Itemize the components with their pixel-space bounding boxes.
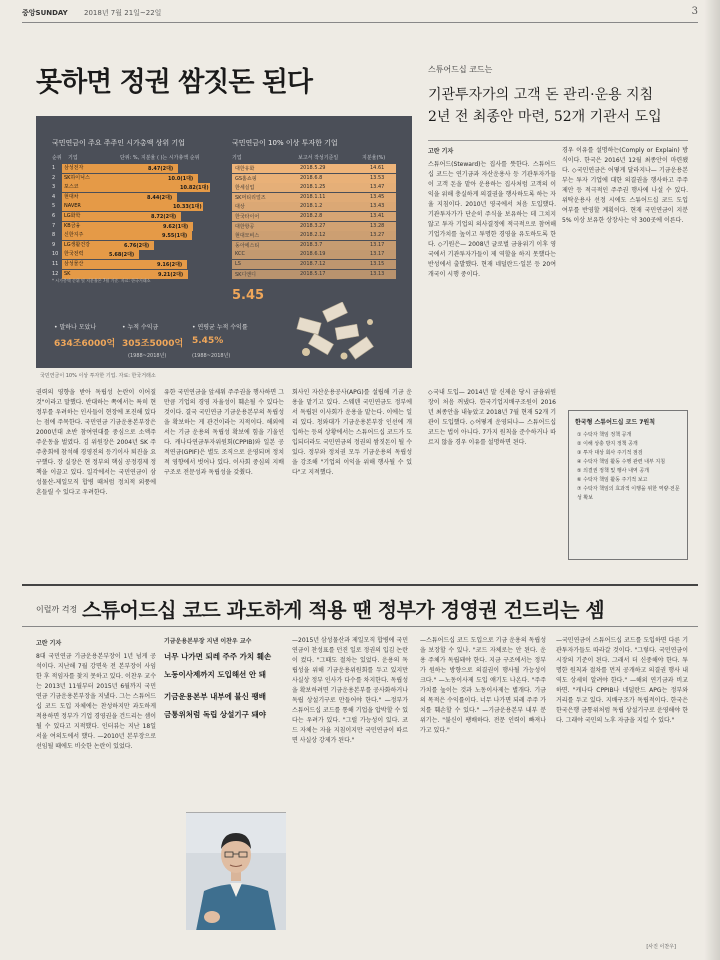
right-table-title: 국민연금이 10% 이상 투자한 기업 [232,139,338,147]
date-cell: 2018.3.7 [300,241,323,248]
deck-line: 2년 전 최종안 마련, 52개 기관서 도입 [428,109,662,125]
interview-point: 노동이사제까지 도입해선 안 돼 [164,670,267,679]
top-body-col-right-c: ◇국내 도입— 2014년 말 신제윤 당시 금융위원장이 처음 꺼냈다. 한국기업지배구조원이 2016년 최종안을 내놓았고 2018년 7월 현재 52개 기관이 도입했다. ◇어떻게 운영되나— 스튜어드십 코드는 법이 아니다. 7가지 원칙을 준수하거나 따르지 않을 경우 이유를 설명하면 된다. [428,389,556,446]
date-cell: 2018.5.17 [300,270,326,277]
share-cell: 13.45 [370,193,385,200]
company-cell: 한세실업 [235,185,255,192]
bar-value-label: 10.82(1대) [180,185,209,192]
table-row [232,174,396,183]
bar-value-label: 6.76(2대) [124,242,150,249]
bottom-body-col4: —국민연금이 스튜어드십 코드를 도입하면 다른 기관투자가들도 따라갈 것이다. "그렇다. 국민연금이 시장의 기준이 된다. 그래서 더 신중해야 한다. 투명한 원칙과 절차를 먼저 공개하고 의결권 행사 내역도 상세히 알려야 한다." —해외 연기금과 비교하면. "캐나다 CPPIB나 네덜란드 APG는 정부와 거리를 두고 있다. 지배구조가 독립적이다. 한국은 한국은행 금통위처럼 독립 상설기구로 운영해야 한다. 그래야 국민의 노후 자금을 지킬 수 있다." [556,637,688,724]
date-cell: 2018.2.12 [300,232,326,239]
principle-item: ⑦ 수탁자 책임의 효과적 이행을 위한 역량·전문성 확보 [577,486,680,501]
top-body-col-mid: 유한 국민연금을 앞세워 주주권을 행사하면 그만큼 기업의 경영 자율성이 훼손될 수 있다는 것이다. 결국 국민연금 기금운용본부의 독립성을 확보하는 게 관건이라는 지적이다. 해외에서는 기금 운용의 독립성 확보에 힘을 기울인다. 캐나다연금투자위원회(CPPIB)와 일본 공적연금(GPIF)은 별도 조직으로 운영되며 정치적 영향에서 벗어나 있다. 이사회 중심의 지배구조로 전문성과 독립성을 갖췄다. [164,389,284,476]
bar-row [52,241,224,250]
bar-rank: 8 [52,232,56,239]
bar-rank: 5 [52,203,56,210]
date-cell: 2018.6.19 [300,251,326,258]
bar-row [52,202,224,211]
bottom-body-col3: —스튜어드십 코드 도입으로 기금 운용의 독립성을 보장할 수 있나. "코드 자체로는 안 된다. 운용 주체가 독립돼야 한다. 지금 구조에서는 정부가 원하는 방향으로 의결권이 행사될 가능성이 크다." —노동이사제 도입 얘기도 나온다. "주주 가치를 높이는 것과 노동이사제는 별개다. 기금의 목적은 수익률이다. 너무 나가면 되레 주주 가치를 훼손할 수 있다." —기금운용본부 내부 분위기는. "불신이 팽배하다. 전문 인력이 빠져나가고 있다." [420,637,546,734]
share-cell: 13.17 [370,241,385,248]
right-header-date: 보고서 작성기준일 [298,155,339,161]
share-cell: 13.17 [370,251,385,258]
right-header-share: 지분율(%) [362,155,386,161]
stat-sub: (1988~2018년) [128,353,167,359]
bottom-body-col2: —2015년 삼성물산과 제일모직 합병에 국민연금이 찬성표를 던진 일로 정권의 입김 논란이 컸다. "그때도 절차는 있었다. 운용의 독립성을 위해 기금운용위원회를 두고 있지만 사실상 정부 인사가 다수를 차지한다. 독립성을 확보하려면 기금운용본부를 공사화하거나 독립 상설기구로 만들어야 한다." —정부가 스튜어드십 코드를 통해 기업을 압박할 수 있다는 우려가 있다. "그럴 가능성이 있다. 코드 자체는 자율 지침이지만 국민연금이 따르면 사실상 강제가 된다." [292,637,408,744]
bar: 포스코 [62,183,210,192]
share-cell: 13.28 [370,222,385,229]
interview-point: 기금운용본부 내부에 불신 팽배 [164,692,267,701]
section-rule [22,584,698,586]
bar: 현대차 [62,193,177,202]
stat-value: 5.45% [192,336,224,346]
page-shadow [704,0,720,960]
company-cell: SK디앤디 [235,271,256,278]
bar-value-label: 9.16(2대) [157,262,183,268]
bar-rank: 4 [52,193,56,200]
share-cell: 14.61 [370,165,385,171]
bar-row [52,260,224,269]
bar: SK하이닉스 [62,174,198,183]
company-cell: SK머티리얼즈 [235,194,266,201]
bar: 신한지주 [62,231,192,240]
stat-label: • 연평균 누적 수익률 [192,324,248,331]
bar-rank: 7 [52,222,56,229]
person-illustration [186,813,286,930]
bar-rank: 10 [52,251,59,258]
left-note: * 시가총액 순위 및 지분율은 7월 기준. 자료: 한국거래소 [52,278,151,283]
publication-name: 중앙SUNDAY [22,9,68,17]
bar-rank: 6 [52,213,56,219]
company-cell: GS홈쇼핑 [235,175,257,182]
company-cell: 대상 [235,204,245,211]
top-byline: 고란 기자 [428,148,454,155]
share-cell: 13.53 [370,174,385,181]
bar-row [52,222,224,231]
interview-point: 너무 나가면 되레 주주 가치 훼손 [164,652,272,661]
stat-value: 305조5000억 [122,339,184,349]
bottom-body-col1: 8대 국민연금 기금운용본부장이 1년 넘게 공석이다. 지난해 7월 강면욱 전 본부장이 사임한 후 적임자를 찾지 못하고 있다. 이찬우 교수는 2013년 11월부터 2015년 6월까지 국민연금 기금운용본부장을 지냈다. 그는 스튜어드십 코드 도입 자체에는 찬성하지만 과도하게 적용하면 정부가 기업 경영권을 건드리는 셈이 될 수 있다고 지적했다. 인터뷰는 지난 18일 서울 여의도에서 했다. —2010년 본부장으로 선임될 때에도 비슷한 논란이 있었다. [36,653,156,750]
table-row [232,212,396,221]
bar-value-label: 9.55(1대) [162,233,188,240]
right-header-company: 기업 [232,155,242,161]
principle-item: ② 이해 상충 방지 정책 공개 [577,441,638,447]
top-body-col-right-a: 스튜어드(Steward)는 집사를 뜻한다. 스튜어드십 코드는 연기금과 자산운용사 등 기관투자가들이 고객 돈을 맡아 운용하는 집사처럼 고객의 이익을 위해 충실하게 의결권을 행사하도록 하는 자율 지침이다. 2010년 영국에서 처음 도입했다. 기관투자가가 단순히 주식을 보유하는 데 그치지 않고 투자 기업의 의사결정에 적극적으로 참여해 기업가치를 높이고 투명한 경영을 유도하도록 한다. ◇기원은— 2008년 글로벌 금융위기 이후 영국에서 기관투자가들이 제 역할을 하지 못했다는 반성에서 출발했다. 현재 네덜란드·일본 등 20여 개국이 시행 중이다. [428,161,556,278]
left-header-company: 기업 [68,155,78,161]
principles-list [577,431,683,503]
money-illustration [284,302,384,362]
infographic [36,116,412,368]
left-chart-title: 국민연금이 주요 주주인 시가총액 상위 기업 [52,139,185,147]
table-row [232,222,396,231]
company-cell: KCC [235,251,245,258]
section-tag: 이럴까 걱정 [36,605,78,614]
stat-label: • 말하나 모았나 [54,324,97,331]
table-row [232,260,396,269]
top-kicker: 스튜어드십 코드는 [428,65,493,74]
bar-value-label: 8.47(2대) [148,166,174,172]
masthead-rule [22,22,698,23]
bar-value-label: 9.21(2대) [158,271,184,278]
top-deck [428,84,688,128]
bar-value-label: 10.33(1대) [173,204,202,211]
bar-rank: 9 [52,241,56,248]
top-body-col-right-b: 경우 이유를 설명하는(Comply or Explain) 방식이다. 한국은 2016년 12월 최종안이 마련됐다. ◇국민연금은 어떻게 달라지나— 기금운용본부는 투자 기업에 대한 의결권을 행사하고 주주제안 등 적극적인 주주권 행사에 나설 수 있다. 위탁운용사 선정 시에도 스튜어드십 코드 도입 여부를 반영할 계획이다. 현재 국민연금이 지분 5% 이상 보유한 상장사는 약 300곳에 이른다. [562,147,688,224]
date-cell: 2018.7.12 [300,261,326,267]
bar: LG생활건강 [62,241,154,250]
date-cell: 2018.1.25 [300,184,326,191]
deck-line: 기관투자가의 고객 돈 관리·운용 지침 [428,87,654,103]
table-row [232,202,396,211]
stat-value: 634조6000억 [54,339,116,349]
table-row [232,164,396,173]
bar: NAVER [62,202,203,211]
bar-rank: 1 [52,165,56,171]
company-cell: 대한유화 [235,166,255,172]
date-cell: 2018.5.29 [300,165,326,171]
bar-rank: 11 [52,261,59,267]
share-cell: 13.41 [370,213,385,219]
share-cell: 13.27 [370,232,385,239]
top-body-col-left: 권력의 영향을 받아 독립성 논란이 이어질 것"이라고 말했다. 반대하는 쪽에서는 특히 현 정부를 우려하는 인사들이 현장에 포진해 있다는 점에 주목한다. 국민연금 기금운용본부장은 2000년대 초반 참여연대를 중심으로 소액주주운동을 벌였다. 김 위원장은 2004년 SK 주주총회에 참석해 경영진의 등기이사 퇴진을 요구했다. 장 실장은 현 정부의 핵심 공정경제 정책을 이끌고 있다. 일각에서는 국민연금이 삼성물산-제일모직 합병 때처럼 정치적 외풍에 흔들릴 수 있다고 우려한다. [36,389,156,496]
bar-row [52,183,224,192]
stat-label: • 누적 수익금 [122,324,159,331]
share-cell: 13.43 [370,203,385,210]
interview-lead: 기금운용본부장 지낸 이찬우 교수 [164,638,252,645]
left-header-rank: 순위 [52,155,62,161]
principle-item: ③ 투자 대상 회사 주기적 점검 [577,450,643,456]
principle-item: ① 수탁자 책임 정책 공개 [577,432,632,438]
top-headline: 못하면 정권 쌈짓돈 된다 [36,67,313,98]
left-header-unit: 단위: %, 지분율 ( )는 시가총액 순위 [120,155,200,161]
bar: KB금융 [62,222,193,231]
principle-item: ⑤ 의결권 정책 및 행사 내역 공개 [577,468,649,474]
bar-row [52,212,224,221]
deck-rule [428,140,688,141]
company-cell: 한국타이어 [235,214,260,220]
bar: LG화학 [62,212,181,221]
infographic-caption: 국민연금이 10% 이상 투자한 기업. 자료: 한국거래소 [40,373,156,379]
date-cell: 2018.3.27 [300,222,326,229]
interviewee-photo [186,812,286,930]
headline-rule [22,626,698,627]
right-footnote-value: 5.45 [232,288,265,303]
bar: 한국전력 [62,250,139,259]
company-cell: 대한항공 [235,223,255,230]
date-cell: 2018.2.8 [300,213,323,219]
bar-row [52,164,224,173]
date-cell: 2018.1.11 [300,193,326,200]
bar-row [52,231,224,240]
interview-point: 금통위처럼 독립 상설기구 돼야 [164,710,267,719]
bar-value-label: 10.0(1대) [168,175,194,182]
principle-item: ④ 수탁자 책임 활동 수행 관련 내부 지침 [577,459,666,465]
bar-row [52,193,224,202]
bar-rank: 12 [52,270,59,277]
table-row [232,241,396,250]
bar-value-label: 5.68(2대) [109,252,135,259]
share-cell: 13.15 [370,261,385,267]
bottom-headline: 스튜어드십 코드 과도하게 적용 땐 정부가 경영권 건드리는 셈 [82,598,605,622]
table-row [232,231,396,240]
photo-credit: [사진 이찬우] [646,944,676,950]
box-title: 한국형 스튜어드십 코드 7원칙 [575,419,655,426]
bar: 삼성물산 [62,260,187,269]
date-cell: 2018.6.8 [300,174,323,181]
table-row [232,270,396,279]
bar-value-label: 8.72(2대) [151,214,177,220]
bar-row [52,250,224,259]
page-number: 3 [691,6,698,17]
top-body-col-mid2: 회사인 자산운용공사(APG)를 설립해 기금 운용을 맡기고 있다. 스웨덴 국민연금도 정부에서 독립된 이사회가 운용을 맡는다. 이에는 일리 있다. 청와대가 기금운용본부장 인선에 개입하는 등의 상황에서는 스튜어드십 코드가 도입되더라도 국민연금의 정권의 쌈짓돈이 될 수 있다. 정부와 정치권 모두 기금운용의 독립성을 강조해 "기업의 이익을 위해 행사될 수 있다"고 지적했다. [292,389,412,476]
bottom-byline: 고란 기자 [36,640,62,647]
table-row [232,193,396,202]
table-row [232,250,396,259]
issue-date: 2018년 7월 21일~22일 [84,9,162,17]
date-cell: 2018.1.2 [300,203,323,210]
company-cell: 동아에스티 [235,242,260,249]
bar-rank: 2 [52,174,56,181]
bar: 삼성전자 [62,164,178,173]
bar-value-label: 8.44(2대) [147,194,173,201]
principle-item: ⑥ 수탁자 책임 활동 주기적 보고 [577,477,648,483]
table-row [232,183,396,192]
bar: SK [62,270,188,279]
seven-principles-box [568,410,688,560]
stat-sub: (1988~2018년) [192,353,231,359]
share-cell: 13.13 [370,270,385,277]
masthead [22,8,698,20]
company-cell: LS [235,261,241,267]
bar-row [52,174,224,183]
bar-rank: 3 [52,184,56,191]
company-cell: 현대모비스 [235,233,260,240]
bar-value-label: 9.62(1대) [163,223,189,230]
share-cell: 13.47 [370,184,385,191]
